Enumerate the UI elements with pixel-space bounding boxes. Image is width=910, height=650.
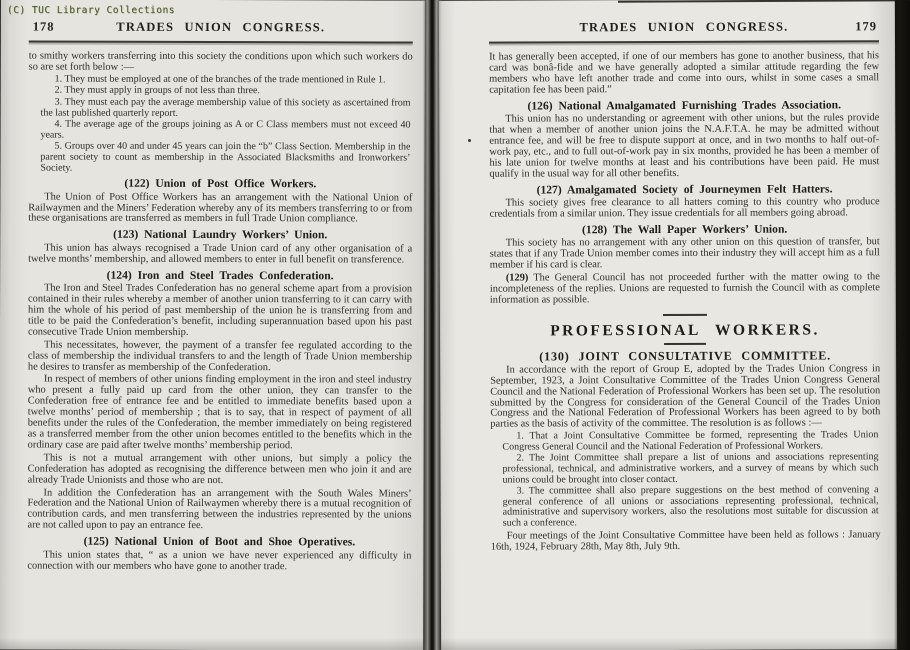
list-item: 3. They must each pay the average membership value of this society as ascertained from the last published quarterly report. xyxy=(40,96,411,119)
paragraph: This necessitates, however, the payment of a transfer fee regulated according to the class of membership the individual transfers to and the length of Trade Union membership he desires to transfer as membership of the Confederation. xyxy=(27,339,412,373)
paragraph: In addition the Confederation has an arrangement with the South Wales Miners’ Federation and the National Union of Railwaymen whereby there is a mutual recognition of contribution cards, and men transferring between the industries represented by the unions are not called upon to pay an entrance fee. xyxy=(27,487,412,532)
page-body-right xyxy=(489,51,881,553)
paragraph: It has generally been accepted, if one of our members has gone to another business, that his card was bonâ-fide and we have generally adopted a similar attitude regarding the few members who have left another trade and come into ours, whilst in some cases a small capitation fee has been paid.” xyxy=(489,50,880,96)
page-number-179: 179 xyxy=(855,19,877,34)
paragraph: to smithy workers transferring into this society the conditions upon which such workers do so are set forth below :— xyxy=(28,50,413,73)
page-body-left xyxy=(27,52,412,573)
header-rule-right xyxy=(489,40,879,43)
paragraph: The Union of Post Office Workers has an arrangement with the National Union of Railwaymen and the Miners’ Federation whereby any of its members transferring to or from these organisations are transferred as members in full Trade Union compliance. xyxy=(28,191,413,225)
paragraph: This society gives free clearance to all hatters coming to this country who produce credentials from a similar union. They issue credentials for all members going abroad. xyxy=(489,196,880,220)
list-item: 4. The average age of the groups joining as A or C Class members must not exceed 40 years. xyxy=(40,118,411,141)
paragraph: The Iron and Steel Trades Confederation has no general scheme apart from a provision contained in their rules whereby a member of another union transferring to it can carry with him the whole of his period of past membership of the union he is transferring from and title to be paid the Confederation’s benefit, including superannuation based upon his past consecutive Trade Union membership. xyxy=(27,282,413,338)
book-gutter xyxy=(422,0,442,650)
paragraph: In accordance with the report of Group E, adopted by the Trades Union Congress in September, 1923, a Joint Consultative Committee of the Trades Union Congress General Council and the National Federation of Professional Workers has been set up. The resolution submitted by the Congress for consideration of the General Council of the Trades Union Congress and the National Federation of Professional Workers has been agreed to by both parties as the basis of activity of the committee. The resolution is as follows :— xyxy=(490,363,881,430)
paragraph: This union has always recognised a Trade Union card of any other organisation of a twelve months’ membership, and allowed members to enter in full benefit on transference. xyxy=(28,242,413,266)
list-item: 2. The Joint Committee shall prepare a list of unions and associations representing professional, technical, and administrative workers, and a survey of means by which such unions could be brought into closer contact. xyxy=(502,451,879,486)
running-title-left: TRADES UNION CONGRESS. xyxy=(116,19,326,35)
running-title-right: TRADES UNION CONGRESS. xyxy=(579,19,789,35)
page-179 xyxy=(439,0,897,650)
header-rule-left xyxy=(29,41,413,44)
union-heading: (123) National Laundry Workers’ Union. xyxy=(113,228,328,242)
list-item: 5. Groups over 40 and under 45 years can join the “b” Class Section. Membership in the parent society to count as membership in the Associated Blacksmiths and Ironworkers’ Society. xyxy=(40,140,411,174)
bottom-shadow xyxy=(0,638,910,650)
section-divider xyxy=(664,343,706,345)
photo-edge-right xyxy=(894,0,910,650)
list-item: 1. They must be employed at one of the branches of the trade mentioned in Rule 1. xyxy=(54,73,386,86)
union-heading: (125) National Union of Boot and Shoe Operatives. xyxy=(83,534,356,549)
paragraph: Four meetings of the Joint Consultative Committee have been held as follows : January 16th, 1924, February 28th, May 8th, July 9th. xyxy=(490,528,881,553)
list-item: 2. They must apply in groups of not less than three. xyxy=(54,84,260,97)
page-header-left xyxy=(29,20,413,37)
paragraph: This society has no arrangement with any other union on this question of transfer, but states that if any Trade Union member comes into their industry they will accept him as a full member if his card is clear. xyxy=(489,236,880,271)
library-watermark: (C) TUC Library Collections xyxy=(7,5,175,16)
list-item: 3. The committee shall also prepare suggestions on the best method of convening a general conference of all unions or associations representing professional, technical, administrative and supervisory workers, also the resolutions most suitable for discussion at such a conference. xyxy=(502,484,879,529)
section-title: PROFESSIONAL WORKERS. xyxy=(550,321,820,340)
page-number-178: 178 xyxy=(32,19,55,34)
union-heading: (127) Amalgamated Society of Journeymen Felt Hatters. xyxy=(536,181,833,197)
committee-heading: (130) JOINT CONSULTATIVE COMMITTEE. xyxy=(539,348,832,364)
section-divider xyxy=(663,314,707,316)
paragraph: (129) The General Council has not proceeded further with the matter owing to the incompleteness of the replies. Unions are requested to furnish the Council with as complete information as possible. xyxy=(489,271,880,306)
list-item: 1. That a Joint Consultative Committee be formed, representing the Trades Union Congress General Council and the National Federation of Professional Workers. xyxy=(502,429,879,453)
paragraph: In respect of members of other unions finding employment in the iron and steel industry who present a fully paid up card from the other union, they can transfer to the Confederation free of entrance fee and be entitled to immediate benefits based upon a twelve months’ period of membership ; that is to say, that in respect of payment of all benefits under the rules of the Confederation, the member immediately on being registered as a transferred member from the other union becomes entitled to the benefits which in the ordinary case are paid after twelve months’ membership period. xyxy=(27,373,412,452)
union-heading: (126) National Amalgamated Furnishing Trades Association. xyxy=(527,98,841,113)
union-heading: (128) The Wall Paper Workers’ Union. xyxy=(582,222,788,237)
item-number-lead: (129) xyxy=(505,272,529,284)
page-178 xyxy=(0,0,425,650)
page-header-right xyxy=(489,19,879,36)
paragraph: This union states that, “ as a union we have never experienced any difficulty in connection with our members who have gone to another trade. xyxy=(27,549,412,572)
paragraph: This is not a mutual arrangement with other unions, but simply a policy the Confederation has adopted as recognising the difference between men who join it and are already Trade Unionists and those who are not. xyxy=(27,452,412,486)
union-heading: (122) Union of Post Office Workers. xyxy=(124,176,317,191)
ink-dot-artifact xyxy=(468,139,471,142)
paragraph: This union has no understanding or agreement with other unions, but the rules provide that when a member of another union joins the N.A.F.T.A. he may be admitted without entrance fee, and will be free to dispute support at once, and in two months to half out-of-work pay, etc., and to full out-of-work pay in six months, provided he has been a member of his late union for twelve months at least and his contributions have been paid. He must qualify in the usual way for all other benefits. xyxy=(489,112,880,180)
union-heading: (124) Iron and Steel Trades Confederation. xyxy=(106,268,334,283)
